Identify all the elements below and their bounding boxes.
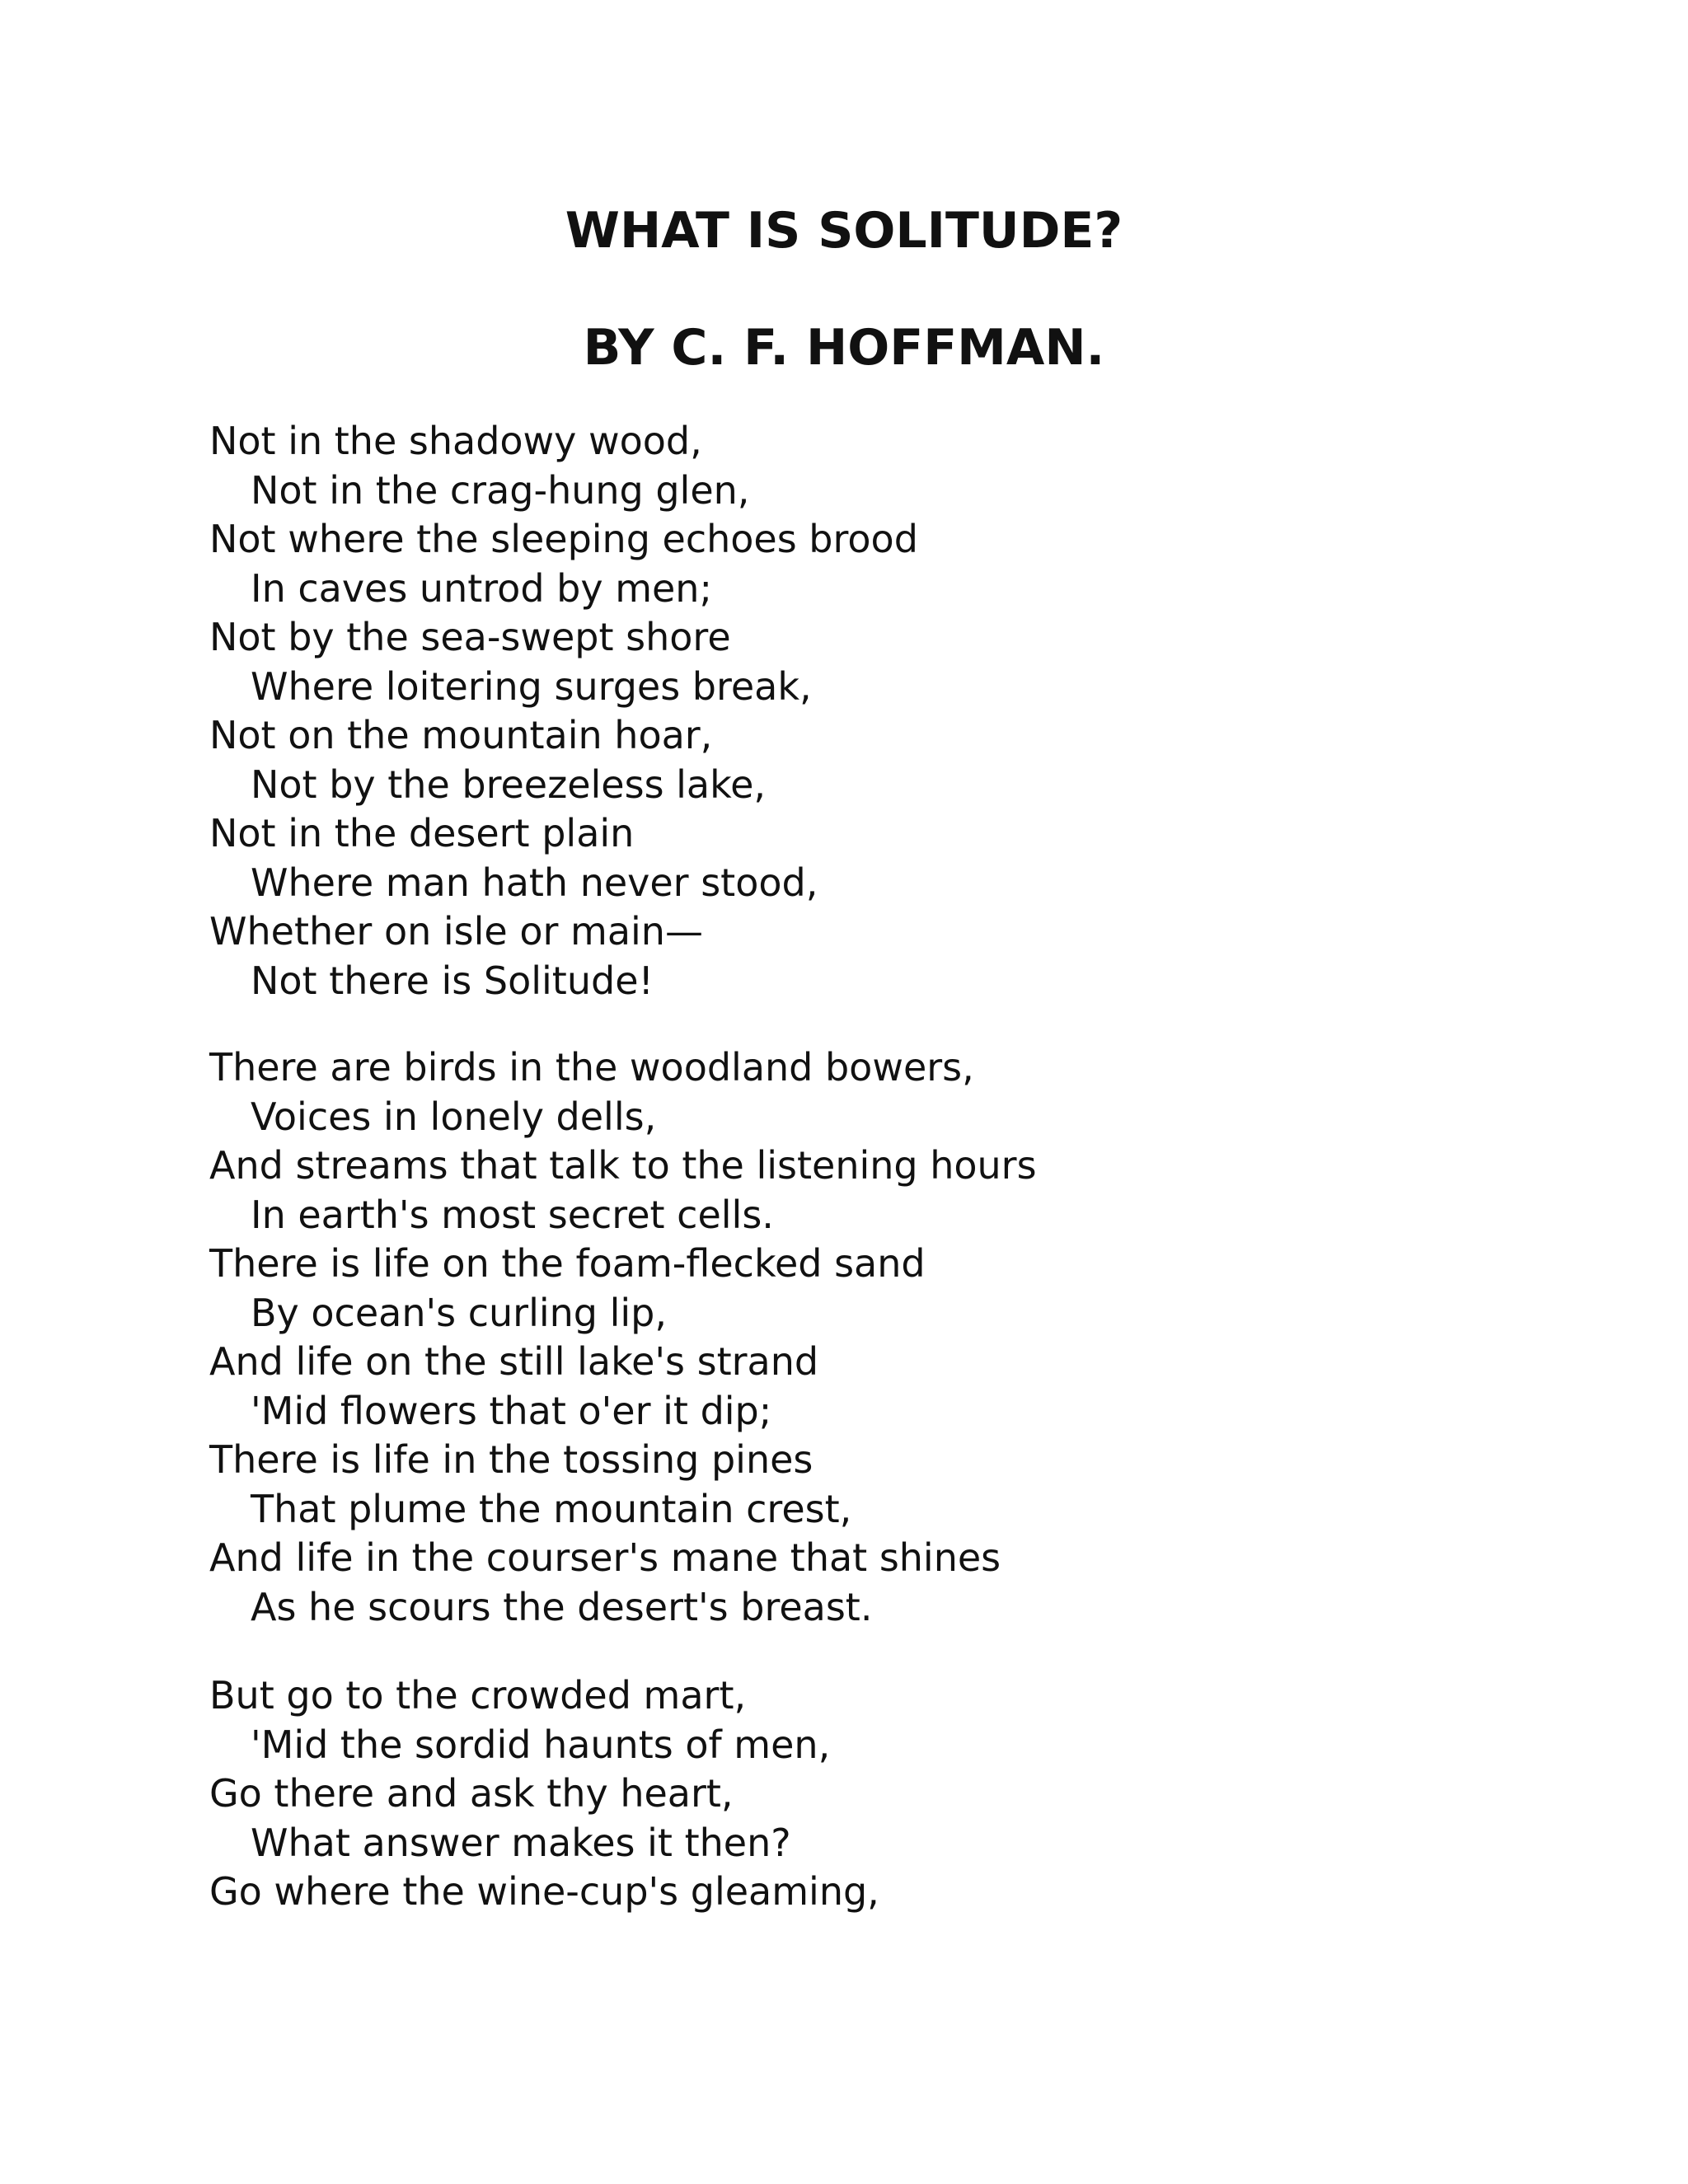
poem-line: Where man hath never stood, (251, 860, 818, 905)
poem-line: 'Mid the sordid haunts of men, (251, 1722, 831, 1767)
poem-line: There is life in the tossing pines (209, 1437, 814, 1482)
stanza-2 (209, 1043, 1528, 1632)
poem-author: BY C. F. HOFFMAN. (583, 319, 1105, 377)
poem-line: Whether on isle or main— (209, 909, 703, 954)
poem-title: WHAT IS SOLITUDE? (565, 202, 1123, 260)
poem-line: As he scours the desert's breast. (251, 1584, 873, 1629)
poem-line: And life in the courser's mane that shines (209, 1535, 1001, 1580)
poem-line: In caves untrod by men; (251, 565, 712, 611)
poem-line: Not there is Solitude! (251, 958, 654, 1003)
poem-line: There is life on the foam-flecked sand (209, 1241, 926, 1286)
poem-line: And streams that talk to the listening hours (209, 1143, 1037, 1188)
poem-line: That plume the mountain crest, (251, 1486, 852, 1531)
poem-line: But go to the crowded mart, (209, 1673, 747, 1718)
poem-line: Not by the breezeless lake, (251, 762, 767, 807)
poem-line: What answer makes it then? (251, 1820, 791, 1865)
poem-line: 'Mid flowers that o'er it dip; (251, 1388, 772, 1433)
poem-line: And life on the still lake's strand (209, 1339, 819, 1384)
stanza-3 (209, 1671, 1528, 1917)
poem-line: Go there and ask thy heart, (209, 1771, 734, 1816)
poem-line: Voices in lonely dells, (251, 1094, 657, 1139)
poem-line: Not in the desert plain (209, 811, 635, 855)
poem-line: There are birds in the woodland bowers, (209, 1045, 974, 1090)
poem-line: Not where the sleeping echoes brood (209, 517, 918, 561)
poem-line: Where loitering surges break, (251, 663, 812, 709)
poem-line: Not by the sea-swept shore (209, 615, 731, 659)
poem-line: Go where the wine-cup's gleaming, (209, 1869, 879, 1914)
stanza-1 (209, 417, 1528, 1005)
poem-line: Not in the shadowy wood, (209, 419, 702, 463)
poem-line: By ocean's curling lip, (251, 1290, 667, 1335)
poem-line: Not on the mountain hoar, (209, 713, 713, 757)
poem-line: Not in the crag-hung glen, (251, 467, 750, 513)
poem-line: In earth's most secret cells. (251, 1192, 774, 1237)
